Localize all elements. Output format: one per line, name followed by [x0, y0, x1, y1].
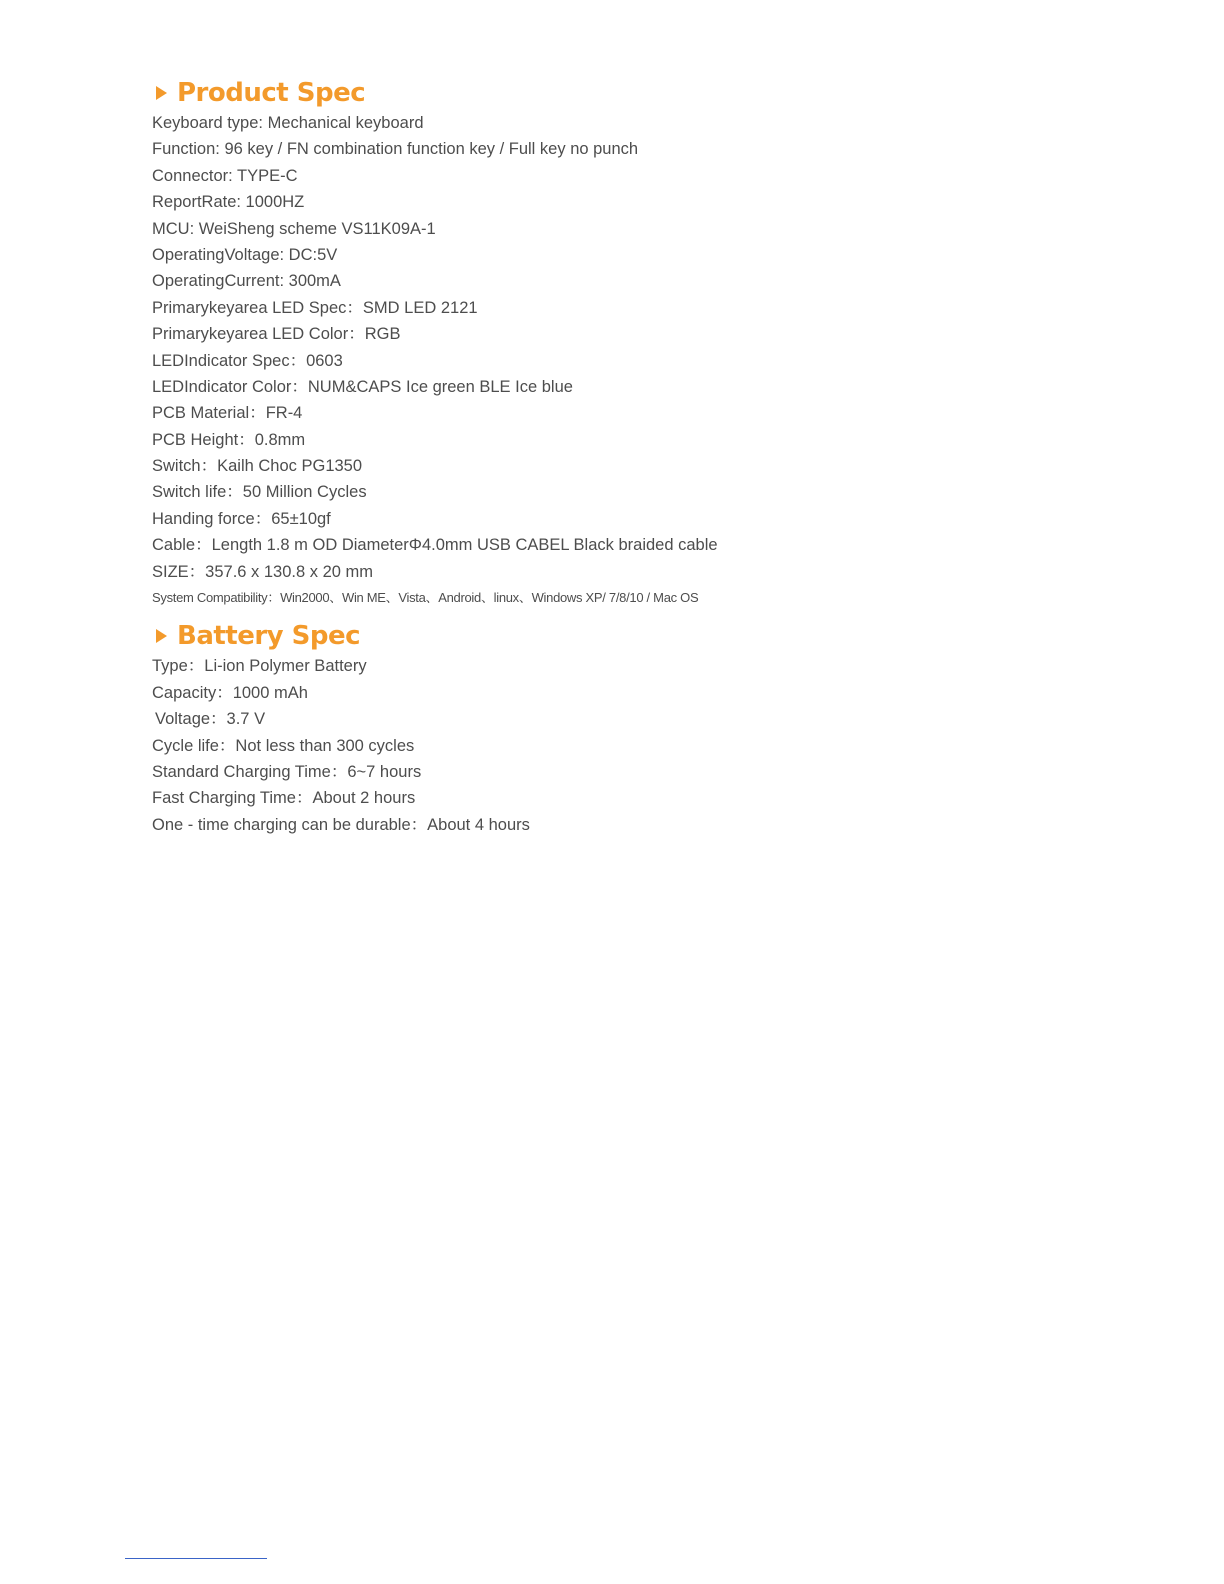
battery-type: Type：Li-ion Polymer Battery [152, 657, 367, 676]
product-spec-heading [156, 76, 772, 110]
spec-report-rate: ReportRate: 1000HZ [152, 193, 305, 212]
spec-function: Function: 96 key / FN combination function key / Full key no punch [152, 140, 639, 159]
product-spec-title: Product Spec [177, 78, 366, 108]
battery-standard-charging: Standard Charging Time：6~7 hours [152, 762, 422, 781]
spec-keyboard-type: Keyboard type: Mechanical keyboard [152, 114, 424, 132]
battery-cycle-life: Cycle life：Not less than 300 cycles [152, 736, 415, 755]
spec-size: SIZE：357.6 x 130.8 x 20 mm [152, 562, 374, 581]
spec-switch-life: Switch life：50 Million Cycles [152, 483, 367, 502]
spec-pcb-material: PCB Material：FR-4 [152, 404, 303, 423]
battery-spec-title: Battery Spec [177, 621, 361, 652]
battery-spec-section [152, 619, 772, 838]
battery-fast-charging: Fast Charging Time：About 2 hours [152, 789, 416, 808]
product-spec-section [152, 76, 772, 611]
battery-capacity: Capacity：1000 mAh [152, 683, 308, 702]
battery-durability: One - time charging can be durable：About 4 hours [152, 815, 530, 834]
spec-connector: Connector: TYPE-C [152, 166, 298, 185]
spec-switch: Switch：Kailh Choc PG1350 [152, 457, 363, 476]
spec-indicator-spec: LEDIndicator Spec：0603 [152, 351, 343, 370]
spec-document [152, 76, 772, 838]
footer-divider [125, 1558, 267, 1559]
spec-operating-current: OperatingCurrent: 300mA [152, 272, 341, 291]
spec-mcu: MCU: WeiSheng scheme VS11K09A-1 [152, 219, 436, 238]
battery-spec-heading [156, 619, 772, 653]
spec-indicator-color: LEDIndicator Color：NUM&CAPS Ice green BLE Ice blue [152, 377, 573, 396]
spec-led-color: Primarykeyarea LED Color：RGB [152, 325, 401, 344]
triangle-right-icon [156, 86, 167, 100]
product-spec-list [152, 110, 772, 611]
spec-led-spec: Primarykeyarea LED Spec：SMD LED 2121 [152, 298, 478, 317]
spec-handing-force: Handing force：65±10gf [152, 509, 331, 528]
spec-cable: Cable：Length 1.8 m OD DiameterΦ4.0mm USB CABEL Black braided cable [152, 536, 718, 555]
spec-system-compatibility: System Compatibility：Win2000、Win ME、Vista、Android、linux、Windows XP/ 7/8/10 / Mac OS [152, 590, 699, 606]
spec-pcb-height: PCB Height：0.8mm [152, 430, 306, 449]
battery-spec-list [152, 653, 772, 838]
spec-operating-voltage: OperatingVoltage: DC:5V [152, 245, 338, 264]
triangle-right-icon [156, 629, 167, 643]
battery-voltage: Voltage：3.7 V [155, 710, 266, 729]
